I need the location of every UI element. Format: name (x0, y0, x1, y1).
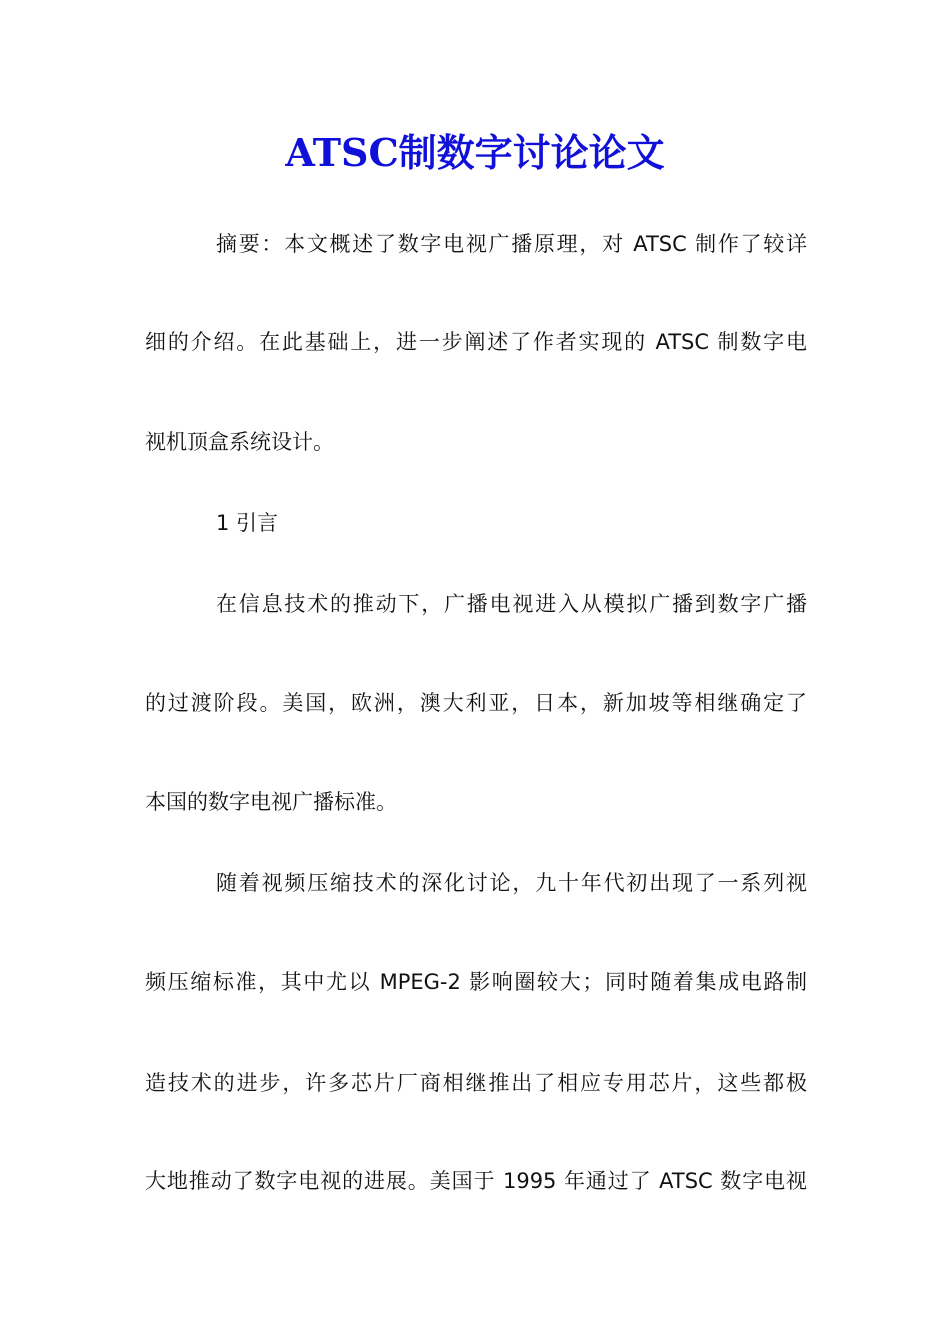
paragraph-2-line-4: 大地推动了数字电视的进展。美国于 1995 年通过了 ATSC 数字电视 (145, 1169, 807, 1193)
paragraph-1-line-3: 本国的数字电视广播标准。 (145, 790, 397, 814)
paragraph-1-line-2: 的过渡阶段。美国，欧洲，澳大利亚，日本，新加坡等相继确定了 (145, 691, 807, 715)
abstract-line-2: 细的介绍。在此基础上，进一步阐述了作者实现的 ATSC 制数字电 (145, 330, 807, 354)
paragraph-2-line-1: 随着视频压缩技术的深化讨论，九十年代初出现了一系列视 (216, 871, 807, 895)
paragraph-1-line-1: 在信息技术的推动下，广播电视进入从模拟广播到数字广播 (216, 592, 807, 616)
document-title: ATSC制数字讨论论文 (285, 130, 665, 175)
section-heading: 1 引言 (216, 511, 279, 535)
abstract-line-3: 视机顶盒系统设计。 (145, 430, 334, 454)
paragraph-2-line-2: 频压缩标准，其中尤以 MPEG-2 影响圈较大；同时随着集成电路制 (145, 970, 807, 994)
paragraph-2-line-3: 造技术的进步，许多芯片厂商相继推出了相应专用芯片，这些都极 (145, 1071, 807, 1095)
abstract-line-1: 摘要：本文概述了数字电视广播原理，对 ATSC 制作了较详 (216, 232, 807, 256)
